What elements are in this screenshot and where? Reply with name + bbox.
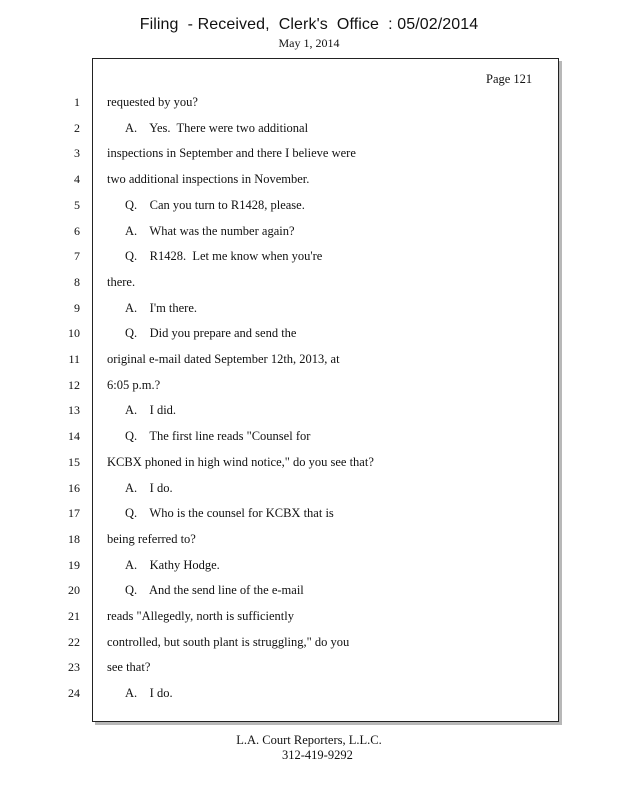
transcript-line: controlled, but south plant is struggling," do you bbox=[107, 635, 350, 649]
line-number: 10 bbox=[68, 326, 80, 340]
transcript-line: Q. Can you turn to R1428, please. bbox=[125, 198, 305, 212]
line-number: 4 bbox=[74, 172, 80, 186]
line-number: 14 bbox=[68, 429, 80, 443]
transcript-line: A. I did. bbox=[125, 403, 177, 417]
transcript-line: A. I do. bbox=[125, 481, 173, 495]
line-number: 6 bbox=[74, 224, 80, 238]
transcript-date: May 1, 2014 bbox=[278, 36, 340, 50]
transcript-line: see that? bbox=[107, 660, 151, 674]
page-number: Page 121 bbox=[486, 72, 533, 86]
line-number: 13 bbox=[68, 403, 80, 417]
line-number: 3 bbox=[74, 146, 80, 160]
line-number: 16 bbox=[68, 481, 80, 495]
line-number: 8 bbox=[74, 275, 80, 289]
line-number: 22 bbox=[68, 635, 80, 649]
transcript-line: Q. Who is the counsel for KCBX that is bbox=[125, 506, 334, 520]
transcript-line: KCBX phoned in high wind notice," do you see that? bbox=[107, 455, 374, 469]
line-number: 17 bbox=[68, 506, 80, 520]
line-number: 2 bbox=[74, 121, 80, 135]
transcript-line: Q. R1428. Let me know when you're bbox=[125, 249, 323, 263]
line-number: 19 bbox=[68, 558, 80, 572]
transcript-line: reads "Allegedly, north is sufficiently bbox=[107, 609, 295, 623]
line-number: 20 bbox=[68, 583, 80, 597]
transcript-line: Q. Did you prepare and send the bbox=[125, 326, 297, 340]
transcript-line: 6:05 p.m.? bbox=[107, 378, 161, 392]
line-number: 15 bbox=[68, 455, 80, 469]
transcript-line: there. bbox=[107, 275, 136, 289]
footer-company: L.A. Court Reporters, L.L.C. bbox=[236, 733, 382, 747]
transcript-line: inspections in September and there I believe were bbox=[107, 146, 356, 160]
filing-stamp: Filing - Received, Clerk's Office : 05/02/2014 bbox=[139, 16, 479, 33]
transcript-line: Q. And the send line of the e-mail bbox=[125, 583, 304, 597]
line-number: 11 bbox=[68, 352, 80, 366]
line-number: 23 bbox=[68, 660, 80, 674]
line-number: 12 bbox=[68, 378, 80, 392]
transcript-line: Q. The first line reads "Counsel for bbox=[125, 429, 311, 443]
transcript-line: A. Yes. There were two additional bbox=[125, 121, 309, 135]
transcript-line: being referred to? bbox=[107, 532, 196, 546]
transcript-line: original e-mail dated September 12th, 2013, at bbox=[107, 352, 340, 366]
transcript-line: requested by you? bbox=[107, 95, 198, 109]
transcript-line: A. Kathy Hodge. bbox=[125, 558, 220, 572]
transcript-line: two additional inspections in November. bbox=[107, 172, 310, 186]
line-number: 24 bbox=[68, 686, 80, 700]
transcript-line: A. What was the number again? bbox=[125, 224, 295, 238]
line-number: 9 bbox=[74, 301, 80, 315]
transcript-line: A. I'm there. bbox=[125, 301, 198, 315]
line-number: 21 bbox=[68, 609, 80, 623]
line-number: 1 bbox=[74, 95, 80, 109]
footer-phone: 312-419-9292 bbox=[282, 748, 353, 762]
line-number: 7 bbox=[74, 249, 80, 263]
line-number: 5 bbox=[74, 198, 80, 212]
transcript-line: A. I do. bbox=[125, 686, 173, 700]
line-number: 18 bbox=[68, 532, 80, 546]
